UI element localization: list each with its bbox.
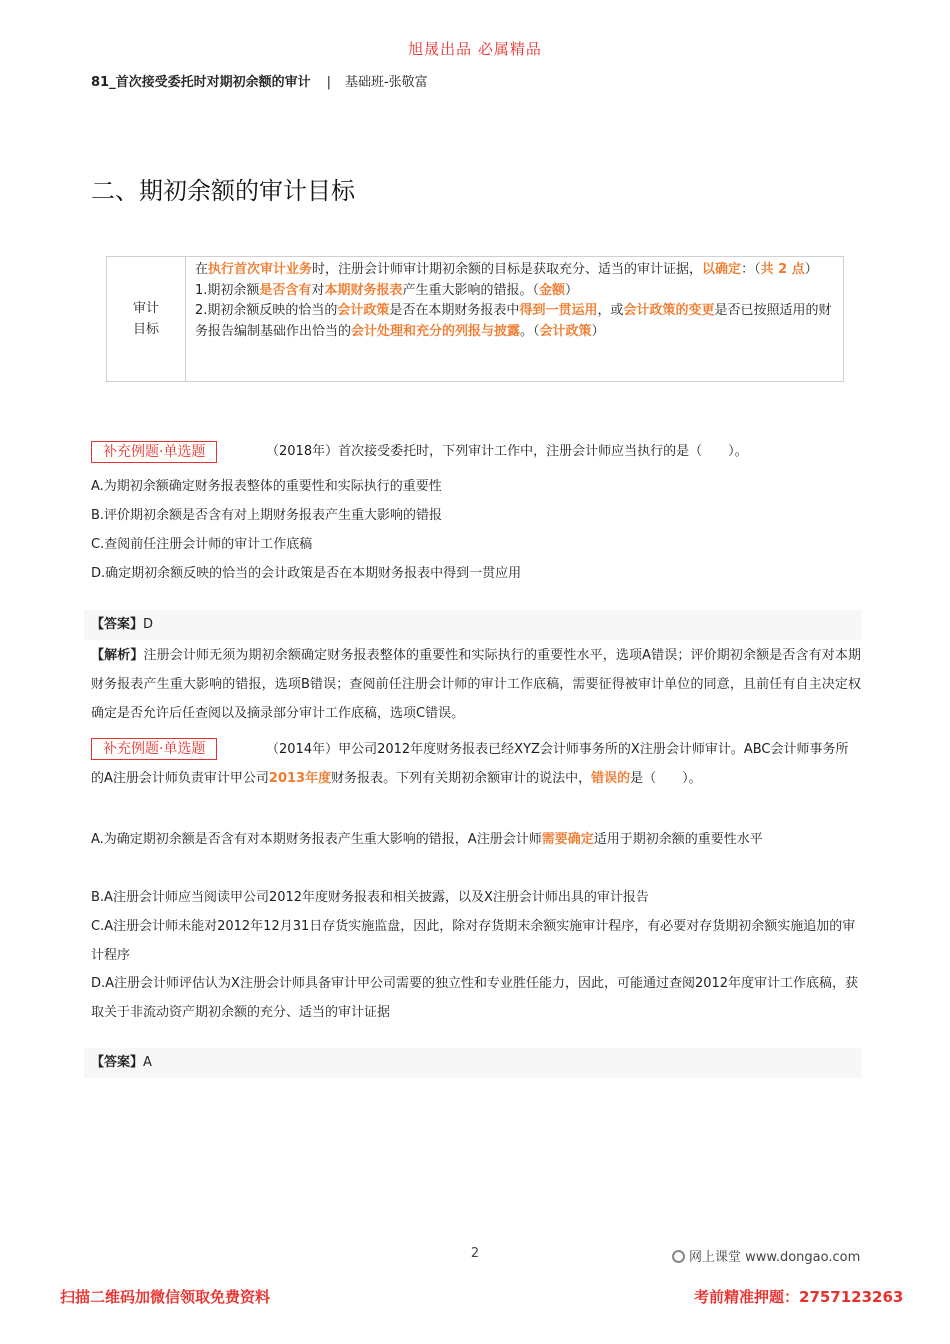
question-1-analysis <box>91 641 861 728</box>
text-run: 1.期初余额 <box>195 282 260 298</box>
highlight-text: 会计政策 <box>539 323 592 339</box>
highlight-text: 会计政策 <box>337 303 390 318</box>
brand-text: 网上课堂 www.dongao.com <box>689 1250 861 1265</box>
question-2-stem-block <box>91 738 861 793</box>
text-run: 是（ ）。 <box>630 771 702 786</box>
question-2-option-b: B.A注册会计师应当阅读甲公司2012年度财务报表和相关披露，以及X注册会计师出具的审计报告 <box>91 890 649 905</box>
highlight-text: 以确定 <box>702 262 742 277</box>
answer-value: A <box>143 1055 152 1070</box>
highlight-text: 共 2 点 <box>760 262 805 277</box>
highlight-text: 错误的 <box>591 771 631 786</box>
question-2-option-a <box>91 825 861 854</box>
question-1-answer <box>84 610 862 640</box>
question-1-stem-block <box>91 441 861 466</box>
highlight-text: 2013年度 <box>268 771 332 786</box>
text-run: ：（ <box>741 262 761 277</box>
highlight-text: 需要确定 <box>541 832 594 847</box>
question-1-stem: （2018年）首次接受委托时，下列审计工作中，注册会计师应当执行的是（ ）。 <box>266 444 748 459</box>
question-type-badge: 补充例题·单选题 <box>91 441 217 463</box>
footer-brand <box>672 1246 860 1265</box>
text-run: 是否在本期财务报表中 <box>389 303 520 318</box>
text-run: A.为确定期初余额是否含有对本期财务报表产生重大影响的错报，A注册会计师 <box>91 832 542 847</box>
text-run: 适用于期初余额的重要性水平 <box>593 832 763 847</box>
highlight-text: 会计政策的变更 <box>623 303 715 318</box>
audit-target-table <box>106 256 844 382</box>
text-run: ） <box>591 323 605 339</box>
text-run: 财务报表。下列有关期初余额审计的说法中， <box>331 771 592 786</box>
text-run: 是否已按照适用的财务报告编制基础作出恰当的 <box>195 303 832 339</box>
footer-promo-left: 扫描二维码加微信领取免费资料 <box>60 1288 271 1306</box>
header-separator: | <box>326 75 331 90</box>
table-label-line2: 目标 <box>132 322 159 337</box>
table-label-cell <box>107 257 186 381</box>
target-intro <box>195 260 835 281</box>
lesson-header <box>91 71 428 90</box>
answer-label: 【答案】 <box>91 617 144 632</box>
text-run: ） <box>564 282 578 298</box>
text-run: （2014年）甲公司2012年度财务报表已经XYZ会计师事务所的X注册会计师审计。ABC会计师事务所的A注册会计师负责审计甲公司 <box>91 742 849 786</box>
dongao-logo-icon <box>672 1250 685 1263</box>
highlight-text: 是否含有 <box>259 282 312 298</box>
highlight-text: 执行首次审计业务 <box>208 262 313 277</box>
question-1-option-d: D.确定期初余额反映的恰当的会计政策是否在本期财务报表中得到一贯应用 <box>91 566 522 581</box>
text-run: ，或 <box>597 303 624 318</box>
highlight-text: 本期财务报表 <box>324 282 403 298</box>
question-1-option-a: A.为期初余额确定财务报表整体的重要性和实际执行的重要性 <box>91 479 442 494</box>
text-run: 对 <box>311 282 325 298</box>
footer-promo-right: 考前精准押题：2757123263 <box>694 1288 904 1306</box>
text-run: ） <box>804 262 818 277</box>
course-name: 基础班-张敬富 <box>344 75 428 90</box>
question-2-option-c: C.A注册会计师未能对2012年12月31日存货实施监盘，因此，除对存货期末余额实施审计程序，有必要对存货期初余额实施追加的审计程序 <box>91 919 856 963</box>
section-title: 二、期初余额的审计目标 <box>91 177 355 205</box>
table-label-line1: 审计 <box>132 301 159 316</box>
question-type-badge: 补充例题·单选题 <box>91 738 217 760</box>
page-number: 2 <box>470 1246 480 1261</box>
highlight-text: 金额 <box>538 282 565 298</box>
question-1-option-b: B.评价期初余额是否含有对上期财务报表产生重大影响的错报 <box>91 508 443 523</box>
text-run: 在 <box>195 262 209 277</box>
text-run: 2.期初余额反映的恰当的 <box>195 303 338 318</box>
top-banner: 旭晟出品 必属精品 <box>408 40 542 58</box>
question-2-option-d: D.A注册会计师评估认为X注册会计师具备审计甲公司需要的独立性和专业胜任能力，因此，可能通过查阅2012年度审计工作底稿，获取关于非流动资产期初余额的充分、适当的审计证据 <box>91 976 859 1020</box>
target-point-2 <box>195 301 835 342</box>
text-run: 产生重大影响的错报。（ <box>402 282 539 298</box>
highlight-text: 会计处理和充分的列报与披露 <box>351 323 521 339</box>
text-run: 。（ <box>520 323 540 339</box>
analysis-text: 注册会计师无须为期初余额确定财务报表整体的重要性和实际执行的重要性水平，选项A错误；评价期初余额是否含有对本期财务报表产生重大影响的错报，选项B错误；查阅前任注册会计师的审计工作底稿，需要征得被审计单位的同意，且前任有自主决定权确定是否允许后任查阅以及摘录部分审计工作底稿，选项C错误。 <box>91 648 861 721</box>
answer-value: D <box>143 617 154 632</box>
text-run: 时，注册会计师审计期初余额的目标是获取充分、适当的审计证据， <box>312 262 703 277</box>
question-1-option-c: C.查阅前任注册会计师的审计工作底稿 <box>91 537 313 552</box>
highlight-text: 得到一贯运用 <box>519 303 598 318</box>
target-point-1 <box>195 281 835 302</box>
table-content-cell <box>186 257 843 381</box>
analysis-label: 【解析】 <box>91 648 144 663</box>
lesson-title: 81_首次接受委托时对期初余额的审计 <box>91 75 311 90</box>
question-2-answer <box>84 1048 862 1078</box>
answer-label: 【答案】 <box>91 1055 144 1070</box>
